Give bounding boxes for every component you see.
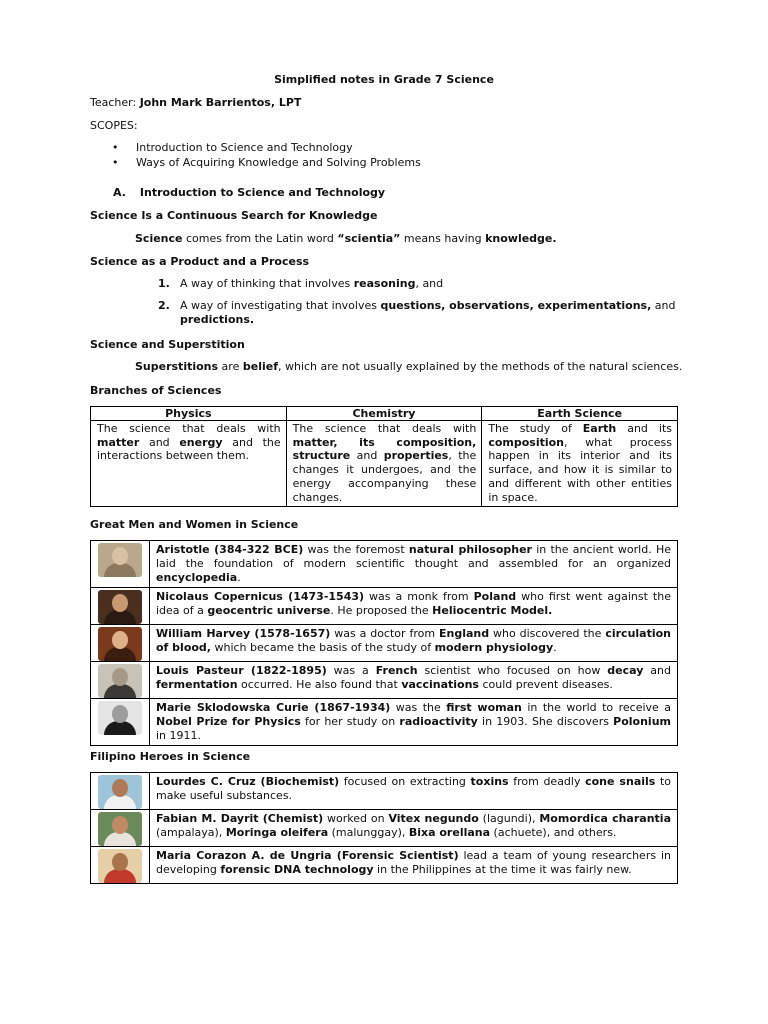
section-a-letter: A. — [113, 186, 126, 199]
item-number: 1. — [158, 277, 170, 290]
filipino-heading: Filipino Heroes in Science — [90, 750, 251, 763]
bold-phrase: radioactivity — [399, 715, 478, 728]
bold-phrase: Heliocentric Model. — [432, 604, 553, 617]
bold-phrase: vaccinations — [401, 678, 479, 691]
text-phrase: in 1911. — [156, 729, 202, 742]
branches-header-row — [91, 407, 678, 421]
item-text: A way of investigating that involves — [180, 299, 381, 312]
branches-table — [90, 406, 678, 507]
branches-description-row — [91, 421, 678, 507]
bold-phrase: natural philosopher — [408, 543, 532, 556]
person-description — [150, 773, 678, 810]
text-phrase: (ampalaya), — [156, 826, 226, 839]
item-text: and — [651, 299, 676, 312]
person-description — [150, 541, 678, 588]
portrait-body — [104, 869, 136, 883]
portrait-cell — [91, 810, 150, 847]
text-phrase: from deadly — [508, 775, 586, 788]
bold-phrase: Fabian M. Dayrit (Chemist) — [156, 812, 324, 825]
branch-header: Earth Science — [482, 407, 678, 421]
portrait-cell — [91, 541, 150, 588]
bold-phrase: Moringa oleifera — [225, 826, 329, 839]
item-number: 2. — [158, 299, 170, 312]
bold-phrase: Momordica charantia — [539, 812, 671, 825]
text-phrase: in 1903. She discovers — [477, 715, 614, 728]
portrait-head — [112, 779, 128, 797]
item-text: A way of thinking that involves — [180, 277, 354, 290]
product-heading: Science as a Product and a Process — [90, 255, 310, 268]
text-phrase: and its — [616, 422, 672, 435]
text-phrase: (lagundi), — [478, 812, 540, 825]
bold-phrase: matter, its composition, structure — [292, 435, 477, 463]
aristotle-portrait — [98, 543, 142, 577]
text-phrase: worked on — [323, 812, 389, 825]
person-row — [91, 625, 678, 662]
filipino-heroes-table — [90, 772, 678, 884]
text-phrase: who discovered the — [489, 627, 606, 640]
portrait-head — [112, 705, 128, 723]
bold-phrase: cone snails — [585, 775, 656, 788]
text-phrase: (malunggay), — [328, 826, 409, 839]
text-phrase: was a — [326, 664, 376, 677]
text-phrase: could prevent diseases. — [478, 678, 613, 691]
text-phrase: The science that deals with — [292, 422, 477, 435]
definition-text: comes from the Latin word — [182, 232, 338, 245]
person-description — [150, 699, 678, 746]
item-text: , and — [415, 277, 444, 290]
item-keyword: predictions. — [180, 313, 255, 326]
bold-phrase: toxins — [470, 775, 509, 788]
bold-phrase: matter — [97, 435, 140, 449]
portrait-body — [104, 832, 136, 846]
text-phrase: was the — [390, 701, 447, 714]
bold-phrase: forensic DNA technology — [220, 863, 374, 876]
text-phrase: occurred. He also found that — [237, 678, 402, 691]
section-a-heading — [113, 186, 385, 200]
text-phrase: for her study on — [300, 715, 400, 728]
person-row — [91, 541, 678, 588]
bold-phrase: geocentric universe — [207, 604, 331, 617]
portrait-cell — [91, 773, 150, 810]
text-phrase: (achuete), and others. — [490, 826, 617, 839]
text-phrase: in the Philippines at the time it was fairly new. — [373, 863, 632, 876]
text-phrase: . — [553, 641, 557, 654]
text-phrase: , what process happen in its interior and its surface, and how it is similar to and different with other entities in space. — [488, 435, 672, 504]
scope-item: • Introduction to Science and Technology — [90, 140, 421, 155]
bold-phrase: Maria Corazon A. de Ungria (Forensic Scientist) — [156, 849, 459, 862]
definition-keyword: belief — [242, 360, 278, 373]
portrait-body — [104, 684, 136, 698]
harvey-portrait — [98, 627, 142, 661]
person-row — [91, 773, 678, 810]
bold-phrase: Vitex negundo — [388, 812, 479, 825]
search-heading: Science Is a Continuous Search for Knowledge — [90, 209, 378, 222]
superstition-definition — [135, 360, 682, 374]
bold-phrase: properties — [383, 449, 449, 463]
scope-item: • Ways of Acquiring Knowledge and Solving Problems — [90, 155, 421, 170]
branch-description — [482, 421, 678, 507]
portrait-head — [112, 668, 128, 686]
bold-phrase: circulation of blood, — [156, 627, 672, 654]
branches-heading: Branches of Sciences — [90, 384, 222, 397]
text-phrase: The science that deals with — [97, 422, 281, 435]
person-row — [91, 588, 678, 625]
definition-latin-word: “scientia” — [337, 232, 401, 245]
person-row — [91, 847, 678, 884]
portrait-head — [112, 631, 128, 649]
bold-phrase: Louis Pasteur (1822-1895) — [156, 664, 327, 677]
person-description — [150, 810, 678, 847]
portrait-body — [104, 721, 136, 735]
text-phrase: in the world to receive a — [521, 701, 672, 714]
portrait-body — [104, 795, 136, 809]
product-list — [158, 277, 678, 335]
text-phrase: , the changes it undergoes, and the energy accompanying these changes. — [292, 449, 477, 504]
text-phrase: was a monk from — [364, 590, 474, 603]
definition-meaning: knowledge. — [485, 232, 557, 245]
text-phrase: was the foremost — [303, 543, 409, 556]
teacher-line — [90, 96, 301, 110]
definition-term: Superstitions — [135, 360, 219, 373]
bold-phrase: Poland — [473, 590, 517, 603]
curie-portrait — [98, 701, 142, 735]
person-row — [91, 662, 678, 699]
bold-phrase: energy — [179, 435, 223, 449]
text-phrase: and — [139, 435, 180, 449]
portrait-cell — [91, 699, 150, 746]
portrait-body — [104, 647, 136, 661]
pasteur-portrait — [98, 664, 142, 698]
bold-phrase: modern physiology — [434, 641, 554, 654]
bold-phrase: first woman — [446, 701, 522, 714]
great-people-table — [90, 540, 678, 746]
portrait-body — [104, 610, 136, 624]
bold-phrase: England — [438, 627, 490, 640]
branch-header: Chemistry — [286, 407, 482, 421]
branch-header: Physics — [91, 407, 287, 421]
branch-description — [286, 421, 482, 507]
portrait-cell — [91, 662, 150, 699]
text-phrase: which became the basis of the study of — [210, 641, 435, 654]
scopes-heading: SCOPES: — [90, 119, 138, 132]
portrait-body — [104, 563, 136, 577]
person-row — [91, 810, 678, 847]
bold-phrase: fermentation — [156, 678, 238, 691]
bold-phrase: decay — [607, 664, 644, 677]
definition-text: are — [218, 360, 243, 373]
portrait-cell — [91, 847, 150, 884]
person-description — [150, 588, 678, 625]
document-title: Simplified notes in Grade 7 Science — [274, 73, 494, 86]
teacher-name: John Mark Barrientos, LPT — [139, 96, 302, 109]
bold-phrase: composition — [488, 435, 565, 449]
person-description — [150, 625, 678, 662]
bold-phrase: French — [375, 664, 418, 677]
bold-phrase: Aristotle (384-322 BCE) — [156, 543, 304, 556]
text-phrase: focused on extracting — [339, 775, 471, 788]
item-keyword: reasoning — [353, 277, 416, 290]
teacher-label: Teacher: — [90, 96, 140, 109]
bold-phrase: Nicolaus Copernicus (1473-1543) — [156, 590, 365, 603]
text-phrase: . — [237, 571, 241, 584]
person-description — [150, 662, 678, 699]
text-phrase: lead a team of young researchers in developing — [156, 849, 671, 876]
portrait-cell — [91, 588, 150, 625]
superstition-heading: Science and Superstition — [90, 338, 245, 351]
text-phrase: . He proposed the — [330, 604, 433, 617]
text-phrase: and — [643, 664, 671, 677]
bold-phrase: Earth — [582, 422, 617, 435]
person-description — [150, 847, 678, 884]
text-phrase: scientist who focused on how — [417, 664, 608, 677]
dayrit-portrait — [98, 812, 142, 846]
text-phrase: who first went against the idea of a — [156, 590, 671, 617]
cruz-portrait — [98, 775, 142, 809]
copernicus-portrait — [98, 590, 142, 624]
item-keyword: questions, observations, experimentations, — [380, 299, 652, 312]
bold-phrase: Nobel Prize for Physics — [156, 715, 301, 728]
portrait-head — [112, 594, 128, 612]
text-phrase: and — [350, 449, 384, 463]
science-definition — [135, 232, 557, 246]
product-item — [158, 277, 678, 291]
definition-text: means having — [400, 232, 486, 245]
branch-description — [91, 421, 287, 507]
portrait-head — [112, 547, 128, 565]
bold-phrase: encyclopedia — [156, 571, 238, 584]
de-ungria-portrait — [98, 849, 142, 883]
bold-phrase: Polonium — [613, 715, 671, 728]
portrait-head — [112, 853, 128, 871]
bold-phrase: William Harvey (1578-1657) — [156, 627, 331, 640]
portrait-cell — [91, 625, 150, 662]
bold-phrase: Marie Sklodowska Curie (1867-1934) — [156, 701, 391, 714]
text-phrase: to make useful substances. — [156, 775, 671, 802]
definition-term: Science — [135, 232, 183, 245]
text-phrase: and the interactions between them. — [97, 435, 281, 463]
section-a-title: Introduction to Science and Technology — [139, 186, 386, 199]
bold-phrase: Lourdes C. Cruz (Biochemist) — [156, 775, 340, 788]
scopes-list — [90, 140, 421, 170]
text-phrase: The study of — [488, 422, 583, 435]
text-phrase: was a doctor from — [330, 627, 439, 640]
great-people-heading: Great Men and Women in Science — [90, 518, 299, 531]
person-row — [91, 699, 678, 746]
definition-text: , which are not usually explained by the methods of the natural sciences. — [277, 360, 683, 373]
portrait-head — [112, 816, 128, 834]
text-phrase: in the ancient world. He laid the foundation of modern scientific thought and assembled for an organized — [156, 543, 671, 570]
bold-phrase: Bixa orellana — [408, 826, 491, 839]
product-item — [158, 299, 678, 327]
